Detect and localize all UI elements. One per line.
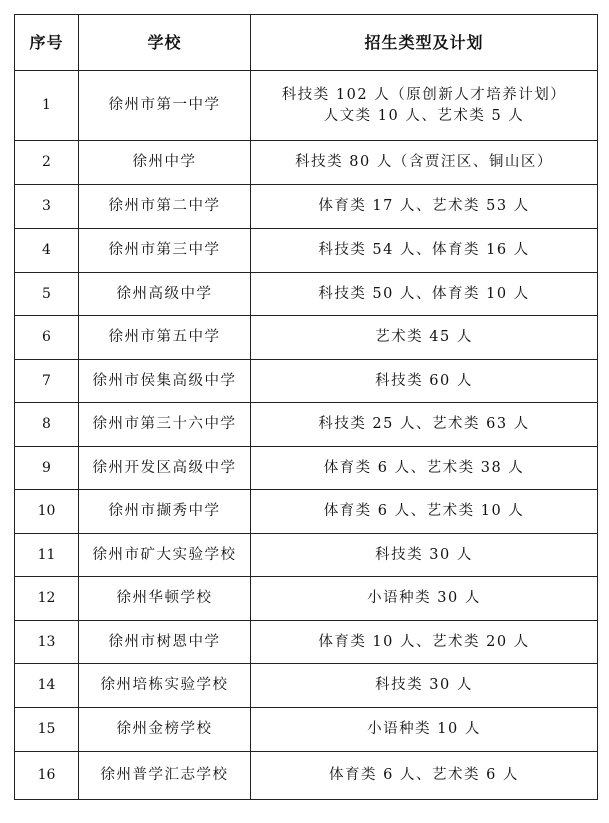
row-plan: 体育类 6 人、艺术类 38 人 bbox=[251, 447, 598, 490]
table-row bbox=[15, 447, 598, 490]
row-index: 16 bbox=[15, 752, 79, 800]
row-index: 4 bbox=[15, 229, 79, 273]
row-plan: 科技类 50 人、体育类 10 人 bbox=[251, 273, 598, 316]
table-row bbox=[15, 229, 598, 273]
row-school: 徐州市撷秀中学 bbox=[79, 490, 251, 534]
table-row bbox=[15, 403, 598, 447]
table-row bbox=[15, 664, 598, 708]
row-index: 10 bbox=[15, 490, 79, 534]
row-plan: 小语种类 10 人 bbox=[251, 708, 598, 752]
row-school: 徐州金榜学校 bbox=[79, 708, 251, 752]
row-index: 12 bbox=[15, 577, 79, 621]
row-plan: 艺术类 45 人 bbox=[251, 316, 598, 360]
row-school: 徐州普学汇志学校 bbox=[79, 752, 251, 800]
table-row bbox=[15, 71, 598, 141]
row-index: 6 bbox=[15, 316, 79, 360]
table-row bbox=[15, 316, 598, 360]
header-index: 序号 bbox=[15, 15, 79, 71]
row-school: 徐州高级中学 bbox=[79, 273, 251, 316]
table-row bbox=[15, 490, 598, 534]
row-school: 徐州市第三中学 bbox=[79, 229, 251, 273]
header-plan: 招生类型及计划 bbox=[251, 15, 598, 71]
row-school: 徐州中学 bbox=[79, 141, 251, 185]
row-plan: 体育类 6 人、艺术类 10 人 bbox=[251, 490, 598, 534]
row-school: 徐州市侯集高级中学 bbox=[79, 360, 251, 403]
row-index: 5 bbox=[15, 273, 79, 316]
row-plan: 体育类 6 人、艺术类 6 人 bbox=[251, 752, 598, 800]
row-index: 8 bbox=[15, 403, 79, 447]
table-row bbox=[15, 141, 598, 185]
header-school: 学校 bbox=[79, 15, 251, 71]
admission-plan-table bbox=[14, 14, 598, 800]
row-school: 徐州市第二中学 bbox=[79, 185, 251, 229]
row-plan: 科技类 30 人 bbox=[251, 664, 598, 708]
row-index: 14 bbox=[15, 664, 79, 708]
table-row bbox=[15, 752, 598, 800]
row-school: 徐州市矿大实验学校 bbox=[79, 534, 251, 577]
row-index: 2 bbox=[15, 141, 79, 185]
table-row bbox=[15, 273, 598, 316]
row-plan bbox=[251, 71, 598, 141]
row-index: 3 bbox=[15, 185, 79, 229]
header-row bbox=[15, 15, 598, 71]
row-plan: 体育类 10 人、艺术类 20 人 bbox=[251, 621, 598, 664]
table-row bbox=[15, 185, 598, 229]
table-row bbox=[15, 708, 598, 752]
row-index: 15 bbox=[15, 708, 79, 752]
row-index: 1 bbox=[15, 71, 79, 141]
table-row bbox=[15, 360, 598, 403]
row-index: 9 bbox=[15, 447, 79, 490]
row-school: 徐州市第五中学 bbox=[79, 316, 251, 360]
row-index: 11 bbox=[15, 534, 79, 577]
table-row bbox=[15, 534, 598, 577]
row-plan: 体育类 17 人、艺术类 53 人 bbox=[251, 185, 598, 229]
row-school: 徐州培栋实验学校 bbox=[79, 664, 251, 708]
row-plan: 科技类 25 人、艺术类 63 人 bbox=[251, 403, 598, 447]
row-index: 7 bbox=[15, 360, 79, 403]
row-plan: 科技类 80 人（含贾汪区、铜山区） bbox=[251, 141, 598, 185]
plan-line: 人文类 10 人、艺术类 5 人 bbox=[323, 107, 525, 124]
table-row bbox=[15, 621, 598, 664]
row-plan: 科技类 60 人 bbox=[251, 360, 598, 403]
row-index: 13 bbox=[15, 621, 79, 664]
row-plan: 科技类 54 人、体育类 16 人 bbox=[251, 229, 598, 273]
table-row bbox=[15, 577, 598, 621]
row-school: 徐州市树恩中学 bbox=[79, 621, 251, 664]
row-plan: 小语种类 30 人 bbox=[251, 577, 598, 621]
row-plan: 科技类 30 人 bbox=[251, 534, 598, 577]
row-school: 徐州市第一中学 bbox=[79, 71, 251, 141]
plan-line: 科技类 102 人（原创新人才培养计划） bbox=[281, 86, 567, 103]
row-school: 徐州华顿学校 bbox=[79, 577, 251, 621]
row-school: 徐州市第三十六中学 bbox=[79, 403, 251, 447]
row-school: 徐州开发区高级中学 bbox=[79, 447, 251, 490]
